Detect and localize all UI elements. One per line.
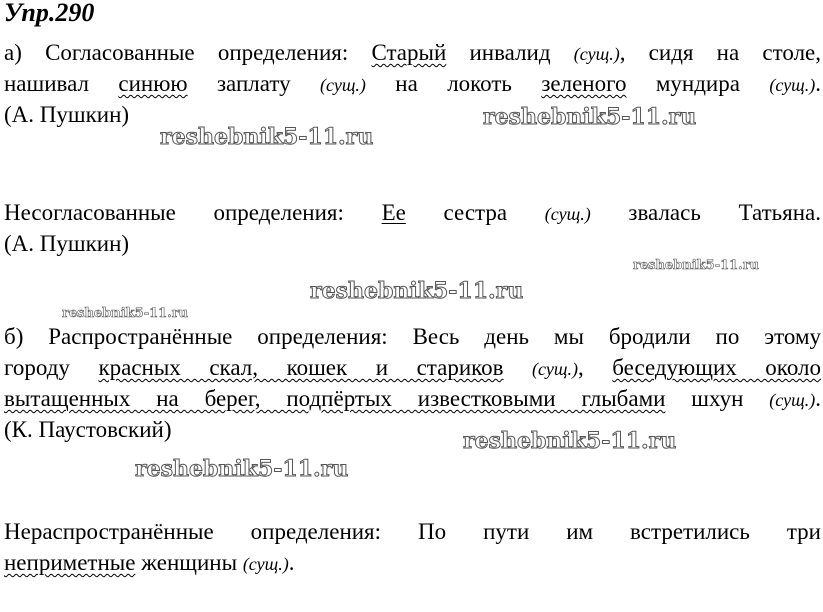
text-line <box>4 414 821 445</box>
text: , сидя на столе, <box>619 40 822 65</box>
underlined-attribute: вытащенных на берег, подпёртых известковыми глыбами <box>4 386 666 411</box>
text-line <box>4 99 821 130</box>
text: городу <box>4 355 99 380</box>
text-line <box>4 228 821 259</box>
text: мундира <box>626 71 770 96</box>
text: нашивал <box>4 71 119 96</box>
text: на локоть <box>365 71 542 96</box>
underlined-attribute: синюю <box>118 71 188 96</box>
watermark-text: reshebnik5-11.ru <box>135 456 349 482</box>
text: Несогласованные определения: <box>4 200 382 225</box>
text: . <box>815 71 822 96</box>
text: . <box>815 386 821 411</box>
text-line <box>4 68 821 99</box>
author-credit: (А. Пушкин) <box>4 231 130 256</box>
watermark-text: reshebnik5-11.ru <box>310 278 524 304</box>
text-line <box>4 37 821 68</box>
noun-note: (сущ.) <box>242 554 289 574</box>
text: шхун <box>665 386 770 411</box>
author-credit: (А. Пушкин) <box>4 102 130 127</box>
text: Нераспространённые определения: По пути им встретились три <box>4 519 821 544</box>
text: , <box>577 355 613 380</box>
watermark-text: reshebnik5-11.ru <box>463 428 677 454</box>
watermark-text: reshebnik5-11.ru <box>160 124 374 150</box>
underlined-attribute: зеленого <box>541 71 627 96</box>
text-line <box>4 516 821 547</box>
text: . <box>288 550 295 575</box>
watermark-text: reshebnik5-11.ru <box>633 258 760 273</box>
underlined-attribute: Ее <box>381 200 406 225</box>
text: звалась Татьяна. <box>590 200 821 225</box>
underlined-attribute: беседующих около <box>612 355 821 380</box>
text: женщины <box>135 550 243 575</box>
paragraph-simple-attributes <box>4 516 821 578</box>
underlined-attribute: красных скал, кошек и стариков <box>98 355 504 380</box>
text: а) Согласованные определения: <box>4 40 372 65</box>
text <box>504 355 533 380</box>
text: б) Распространённые определения: Весь день мы бродили по этому <box>4 324 821 349</box>
noun-note: (сущ.) <box>769 75 816 95</box>
paragraph-unagreed-attributes <box>4 197 821 259</box>
underlined-attribute: Старый <box>371 40 447 65</box>
text: инвалид <box>446 40 574 65</box>
text-line <box>4 383 821 414</box>
author-credit: (К. Паустовский) <box>4 417 172 442</box>
text-line <box>4 352 821 383</box>
text: сестра <box>405 200 545 225</box>
text-line <box>4 547 821 578</box>
text-line <box>4 197 821 228</box>
exercise-title: Упр.290 <box>4 0 95 27</box>
text: заплату <box>187 71 320 96</box>
noun-note: (сущ.) <box>769 390 816 410</box>
watermark-text: reshebnik5-11.ru <box>62 306 189 321</box>
noun-note: (сущ.) <box>573 44 620 64</box>
text-line <box>4 321 821 352</box>
noun-note: (сущ.) <box>319 75 366 95</box>
noun-note: (сущ.) <box>544 204 591 224</box>
paragraph-agreed-attributes <box>4 37 821 130</box>
paragraph-extended-attributes <box>4 321 821 445</box>
noun-note: (сущ.) <box>532 359 578 379</box>
underlined-attribute: неприметные <box>4 550 136 575</box>
watermark-text: reshebnik5-11.ru <box>483 104 697 130</box>
